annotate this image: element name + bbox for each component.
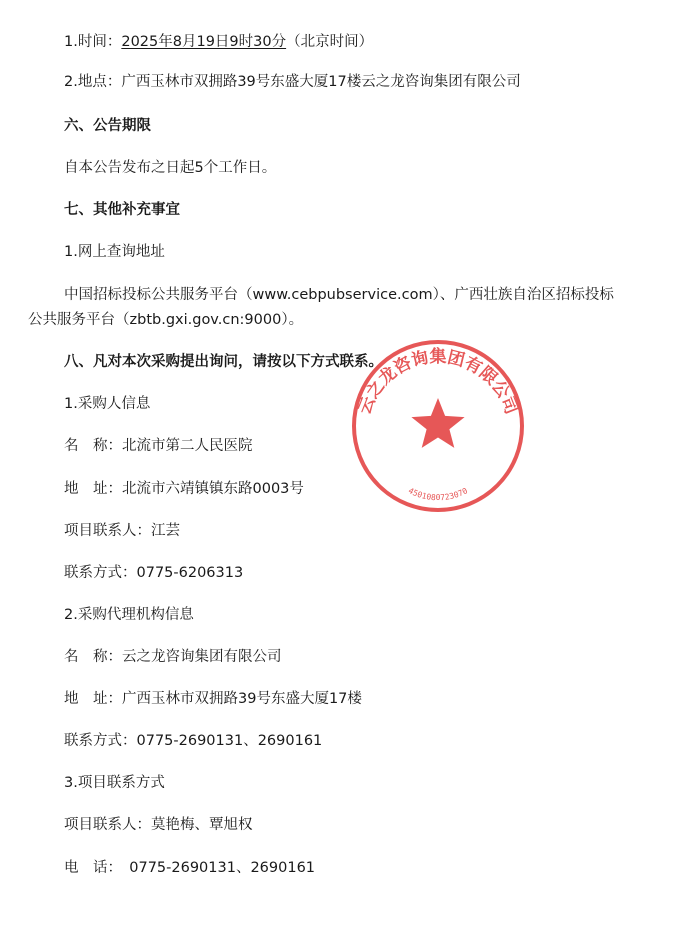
time-value: 2025年8月19日9时30分	[121, 34, 287, 50]
announcement-period: 自本公告发布之日起5个工作日。	[64, 160, 277, 176]
seal-company-text: 云之龙咨询集团有限公司	[354, 347, 522, 418]
online-query-title: 1.网上查询地址	[64, 244, 165, 260]
section-8-heading: 八、凡对本次采购提出询问，请按以下方式联系。	[64, 354, 383, 370]
company-seal	[350, 338, 526, 514]
agency-phone: 联系方式：0775-2690131、2690161	[64, 733, 323, 749]
time-label: 1.时间：	[64, 34, 122, 50]
agency-title: 2.采购代理机构信息	[64, 607, 194, 623]
section-7-heading: 七、其他补充事宜	[64, 202, 180, 218]
meeting-time	[64, 32, 373, 52]
purchaser-address: 地 址：北流市六靖镇镇东路0003号	[64, 481, 304, 497]
seal-code-text: 4501080723070	[406, 486, 470, 503]
seal-star-icon	[411, 398, 464, 448]
time-note: （北京时间）	[286, 34, 374, 50]
purchaser-name: 名 称：北流市第二人民医院	[64, 438, 253, 454]
online-query-line-2: 公共服务平台（zbtb.gxi.gov.cn:9000）。	[28, 312, 304, 328]
agency-address: 地 址：广西玉林市双拥路39号东盛大厦17楼	[64, 691, 362, 707]
online-query-line-1: 中国招标投标公共服务平台（www.cebpubservice.com）、广西壮族自治区招标投标	[64, 287, 614, 303]
section-6-heading: 六、公告期限	[64, 118, 151, 134]
project-contact-title: 3.项目联系方式	[64, 775, 165, 791]
purchaser-title: 1.采购人信息	[64, 396, 151, 412]
purchaser-contact: 项目联系人：江芸	[64, 523, 180, 539]
agency-name: 名 称：云之龙咨询集团有限公司	[64, 649, 282, 665]
purchaser-phone: 联系方式：0775-6206313	[64, 565, 244, 581]
project-phone: 电 话： 0775-2690131、2690161	[64, 860, 316, 876]
project-contact-persons: 项目联系人：莫艳梅、覃旭权	[64, 817, 253, 833]
meeting-place: 2.地点：广西玉林市双拥路39号东盛大厦17楼云之龙咨询集团有限公司	[64, 74, 521, 90]
